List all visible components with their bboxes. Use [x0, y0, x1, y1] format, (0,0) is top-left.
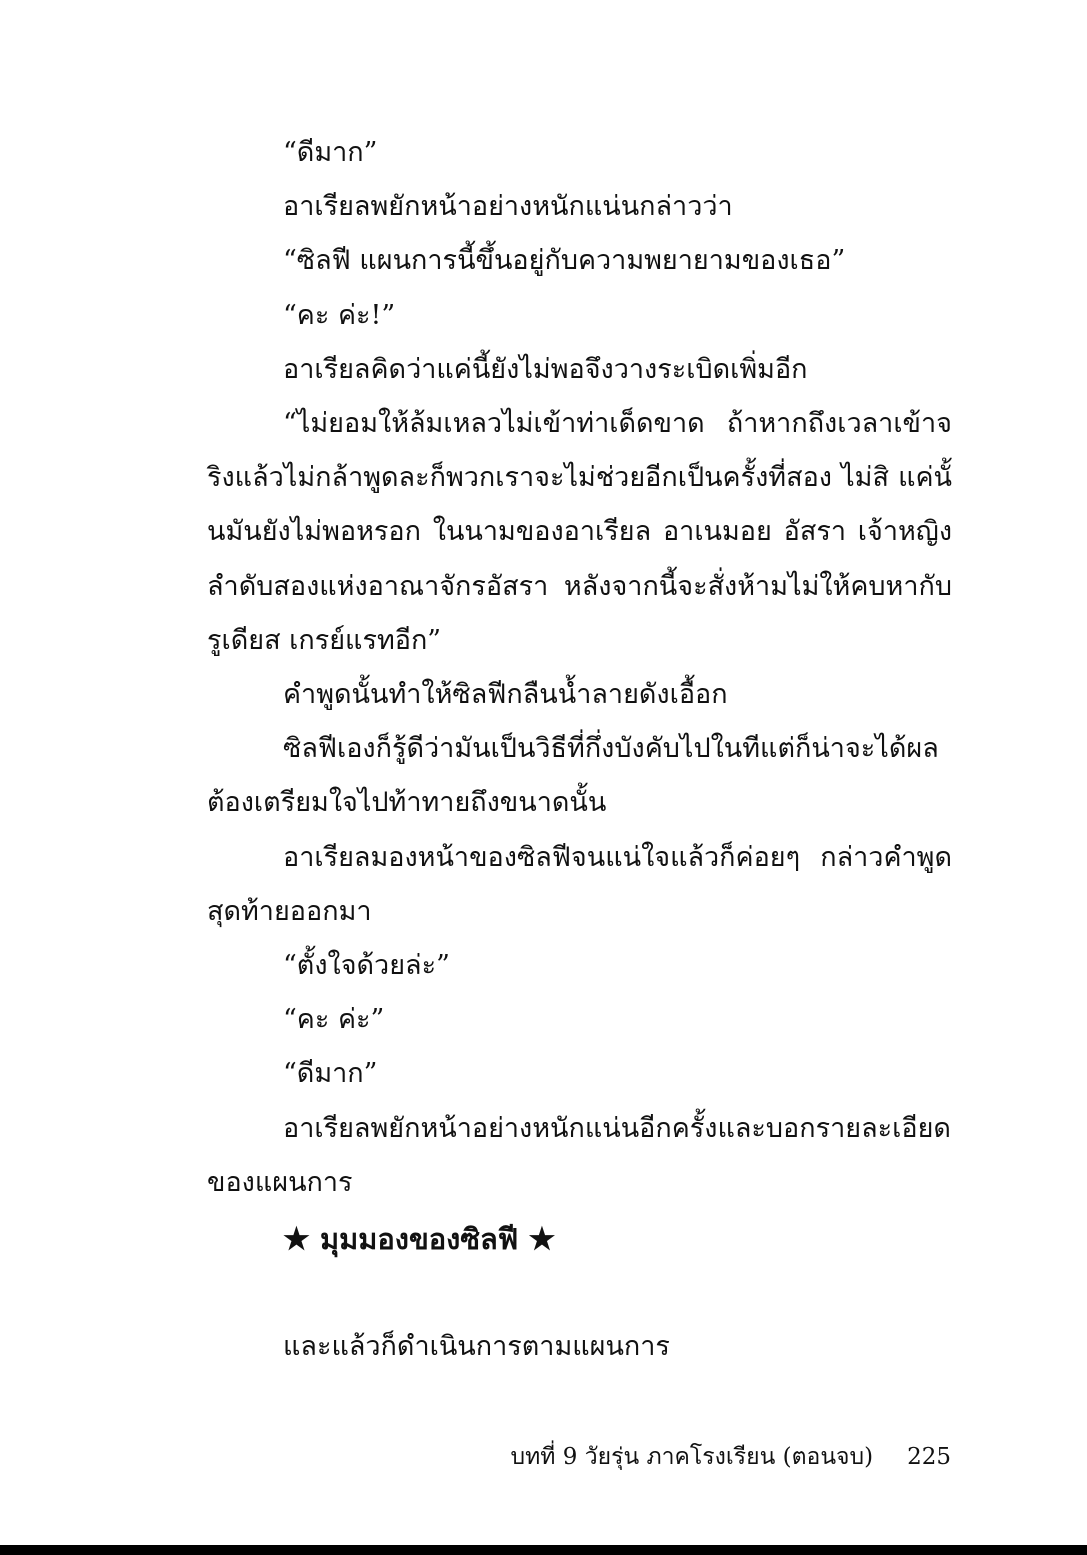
section-heading-title: มุมมองของซิลฟี	[320, 1222, 519, 1256]
chapter-title: บทที่ 9 วัยรุ่น ภาคโรงเรียน (ตอนจบ)	[510, 1444, 874, 1470]
page-number: 225	[907, 1444, 951, 1470]
paragraph: อาเรียลพยักหน้าอย่างหนักแน่นอีกครั้งและบอกรายละเอียดของแผนการ	[207, 1112, 951, 1198]
paragraph: “ดีมาก”	[283, 137, 378, 168]
paragraph: “ตั้งใจด้วยล่ะ”	[283, 950, 450, 982]
paragraph: อาเรียลมองหน้าของซิลฟีจนแน่ใจแล้วก็ค่อยๆ กล่าวคำพูดสุดท้ายออกมา	[207, 841, 952, 927]
section-heading	[283, 1214, 555, 1265]
page-footer	[511, 1440, 951, 1474]
paragraph: อาเรียลคิดว่าแค่นี้ยังไม่พอจึงวางระเบิดเพิ่มอีก	[283, 353, 808, 385]
paragraph: “ไม่ยอมให้ล้มเหลวไม่เข้าท่าเด็ดขาด ถ้าหากถึงเวลาเข้าจริงแล้วไม่กล้าพูดละก็พวกเราจะไม่ช่วยอีกเป็นครั้งที่สอง ไม่สิ แค่นั้นมันยังไม่พอหรอก ในนามของอาเรียล อาเนมอย อัสรา เจ้าหญิงลำดับสองแห่งอาณาจักรอัสรา หลังจากนี้จะสั่งห้ามไม่ให้คบหากับรูเดียส เกรย์แรทอีก”	[207, 408, 952, 656]
paragraph: อาเรียลพยักหน้าอย่างหนักแน่นกล่าวว่า	[283, 191, 733, 223]
star-icon: ★	[283, 1222, 310, 1257]
paragraph: “คะ ค่ะ!”	[283, 299, 396, 331]
paragraph: “คะ ค่ะ”	[283, 1004, 385, 1036]
closing-paragraph: และแล้วก็ดำเนินการตามแผนการ	[283, 1331, 670, 1362]
star-icon: ★	[528, 1222, 556, 1257]
body-text	[207, 126, 952, 1210]
paragraph: คำพูดนั้นทำให้ซิลฟีกลืนน้ำลายดังเอื้อก	[283, 679, 728, 711]
paragraph: “ดีมาก”	[283, 1058, 378, 1090]
bottom-border	[0, 1545, 1087, 1555]
paragraph: “ซิลฟี แผนการนี้ขึ้นอยู่กับความพยายามของเธอ”	[283, 245, 846, 277]
paragraph: ซิลฟีเองก็รู้ดีว่ามันเป็นวิธีที่กึ่งบังคับไปในทีแต่ก็น่าจะได้ผล ต้องเตรียมใจไปท้าทายถึงขนาดนั้น	[207, 733, 939, 819]
